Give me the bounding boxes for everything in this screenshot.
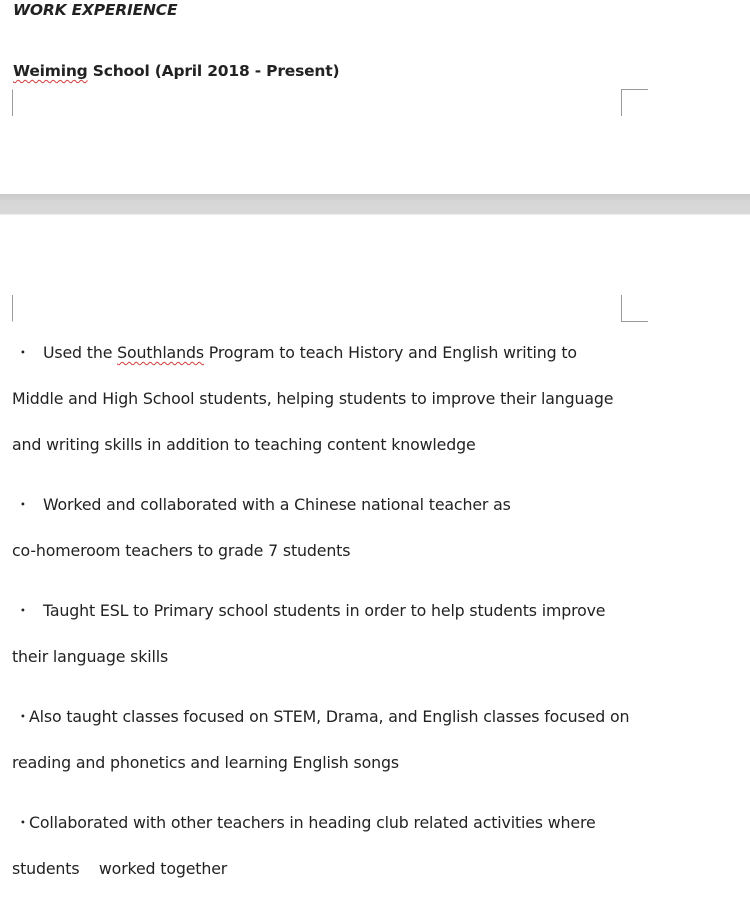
page-margin-corner-top-left	[0, 295, 13, 322]
section-heading: WORK EXPERIENCE	[13, 1, 178, 19]
bullet-text: Collaborated with other teachers in heading club related activities where	[29, 813, 596, 832]
bullet-line	[12, 800, 632, 846]
bullet-text: reading and phonetics and learning English songs	[12, 753, 399, 772]
bullet-text: Taught ESL to Primary school students in order to help students improve	[43, 601, 606, 620]
bullet-icon: ・	[15, 343, 31, 362]
bullet-text: co-homeroom teachers to grade 7 students	[12, 541, 351, 560]
job-title	[13, 60, 339, 82]
bullet-icon: ・	[15, 813, 31, 832]
bullet-item	[12, 330, 632, 468]
page-margin-corner-bottom-left	[0, 89, 13, 116]
bullet-text: Middle and High School students, helping students to improve their language	[12, 389, 614, 408]
document-page-1	[0, 0, 750, 194]
bullet-icon: ・	[15, 601, 31, 620]
bullet-line	[12, 482, 632, 528]
bullet-item	[12, 482, 632, 574]
bullet-text: students worked together	[12, 859, 228, 878]
spelling-flagged-school-name[interactable]: Weiming	[13, 62, 88, 80]
bullet-item	[12, 694, 632, 786]
bullet-line	[12, 330, 632, 376]
page-break-gap	[0, 194, 750, 215]
page-margin-corner-top-right	[621, 295, 648, 322]
bullet-line	[12, 694, 632, 740]
bullet-item	[12, 800, 632, 892]
bullet-text: Worked and collaborated with a Chinese national teacher as	[43, 495, 511, 514]
bullet-icon: ・	[15, 707, 31, 726]
spelling-flagged-word[interactable]: Southlands	[117, 343, 204, 362]
job-title-rest: School (April 2018 - Present)	[87, 62, 340, 80]
page-margin-corner-bottom-right	[621, 89, 648, 116]
bullet-item	[12, 588, 632, 680]
bullet-text: Also taught classes focused on STEM, Drama, and English classes focused on	[29, 707, 630, 726]
bullet-text: Program to teach History and English writing to	[203, 343, 577, 362]
experience-bullet-list	[12, 330, 632, 906]
bullet-icon: ・	[15, 495, 31, 514]
bullet-line	[12, 588, 632, 634]
bullet-text: and writing skills in addition to teaching content knowledge	[12, 435, 476, 454]
bullet-text: Used the	[43, 343, 118, 362]
bullet-text: their language skills	[12, 647, 169, 666]
